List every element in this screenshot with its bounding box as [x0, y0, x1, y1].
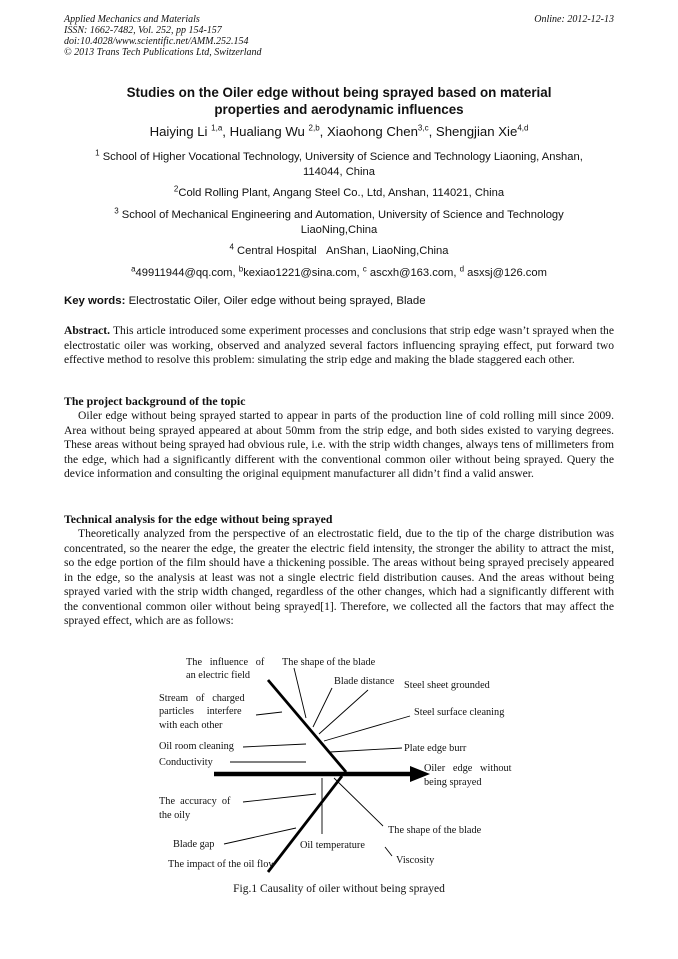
section-heading-analysis: Technical analysis for the edge without being sprayed: [64, 512, 333, 526]
email-list: $^a$49911944@qq.com, $^b$kexiao1221@sina.com, $^c$ ascxh@163.com, $^d$ asxsj@126.com: [131, 264, 547, 279]
label-steel-cleaning: Steel surface cleaning: [414, 707, 505, 718]
section-body-background: Oiler edge without being sprayed started to appear in parts of the production line of cold rolling mill since 2009. Area without being sprayed appeared at about 50mm from the strip edge, and both sides existed to varying degrees. These areas without being sprayed had obvious rule, i.e. with the strip width changes, always tens of millimeters from the edge, which had a significantly different with the conventional common oiler without being sprayed. Query the device information and consulting the original equipment manufacturer all didn’t find a valid answer.: [64, 409, 614, 480]
branch-line: [313, 688, 332, 727]
author-name: Hualiang Wu: [229, 124, 305, 139]
label-blade-shape-top: The shape of the blade: [282, 657, 376, 668]
label-accuracy-2: the oily: [159, 810, 191, 821]
online-date: Online: 2012-12-13: [534, 14, 614, 25]
label-blade-gap: Blade gap: [173, 839, 215, 850]
abstract: Abstract. This article introduced some experiment processes and conclusions that strip edge wasn’t sprayed when the electrostatic oiler was working, observed and analyzed several factors influencing spraying effect, put forward two effective method to resolve this problem: simulating the strip edge and making the blade staggered each other.: [64, 324, 614, 366]
affiliation-4: $^4$ Central Hospital AnShan, LiaoNing,China: [229, 242, 449, 257]
label-plate-burr: Plate edge burr: [404, 743, 467, 754]
email-link[interactable]: kexiao1221@sina.com,: [243, 267, 363, 279]
keywords: Key words: Electrostatic Oiler, Oiler edge without being sprayed, Blade: [64, 295, 426, 307]
email-link[interactable]: asxsj@126.com: [464, 267, 547, 279]
email-link[interactable]: 49911944@qq.com,: [135, 267, 239, 279]
label-stream-1: Stream of charged: [159, 693, 245, 704]
main-bone-upper: [268, 680, 346, 772]
main-bone-lower: [268, 776, 342, 872]
figure-caption: Fig.1 Causality of oiler without being sprayed: [233, 883, 445, 895]
journal-doi: doi:10.4028/www.scientific.net/AMM.252.154: [64, 36, 249, 47]
author-list: Haiying Li $^{1,a}$, Hualiang Wu $^{2,b}$, Xiaohong Chen$^{3,c}$, Shengjian Xie$^{4,d}$: [149, 123, 529, 139]
label-viscosity: Viscosity: [396, 855, 435, 866]
branch-line: [294, 668, 306, 718]
label-effect-1: Oiler edge without: [424, 763, 512, 774]
journal-copyright: © 2013 Trans Tech Publications Ltd, Switzerland: [64, 47, 262, 58]
label-oil-room: Oil room cleaning: [159, 741, 234, 752]
affiliation-1: $^1$ School of Higher Vocational Technology, University of Science and Technology Liaoning, Anshan, 114044, China: [95, 148, 583, 178]
label-blade-shape-bottom: The shape of the blade: [388, 825, 482, 836]
journal-issn: ISSN: 1662-7482, Vol. 252, pp 154-157: [64, 25, 222, 36]
label-conductivity: Conductivity: [159, 757, 213, 768]
branch-line: [334, 778, 383, 826]
label-blade-distance: Blade distance: [334, 676, 395, 687]
label-stream-3: with each other: [159, 720, 223, 731]
label-accuracy-1: The accuracy of: [159, 796, 231, 807]
branch-line: [224, 828, 296, 844]
branch-line: [243, 744, 306, 747]
branch-line: [319, 690, 368, 734]
affiliation-3: $^3$ School of Mechanical Engineering and Automation, University of Science and Technology LiaoNing,China: [114, 206, 564, 236]
section-body-analysis: Theoretically analyzed from the perspective of an electrostatic field, due to the tip of the charge distribution was concentrated, so the nearer the edge, the greater the electric field intensity, the stronger the ability to attract the mist, so the edge portion of the film should have a thickening possible. The areas without being sprayed precisely appeared in the edge, so the analysis at least was not a single electric field distribution causes. And the areas without being sprayed varied with the strip width changed, regardless of the other changes, which had a significantly different with the conventional common oiler without being sprayed[1]. Therefore, we collected all the factors that may affect the sprayed effect, which are as follows:: [64, 527, 614, 627]
label-electric-field-influence: The influence of: [186, 657, 265, 668]
branch-line: [243, 794, 316, 802]
label-steel-grounded: Steel sheet grounded: [404, 680, 490, 691]
section-heading-background: The project background of the topic: [64, 394, 246, 408]
paper-title: Studies on the Oiler edge without being sprayed based on material properties and aerodynamic influences: [126, 85, 552, 117]
journal-name: Applied Mechanics and Materials: [64, 14, 200, 25]
author-name: Shengjian Xie: [435, 124, 518, 139]
author-name: Xiaohong Chen: [327, 124, 418, 139]
email-link[interactable]: ascxh@163.com,: [366, 267, 460, 279]
branch-line: [324, 716, 410, 741]
label-electric-field-influence-2: an electric field: [186, 670, 251, 681]
branch-line: [385, 847, 392, 856]
label-oil-flow: The impact of the oil flow: [168, 859, 276, 870]
author-name: Haiying Li: [149, 124, 208, 139]
affiliation-2: $^2$Cold Rolling Plant, Angang Steel Co., Ltd, Anshan, 114021, China: [173, 184, 505, 199]
label-stream-2: particles interfere: [159, 706, 242, 717]
branch-line: [330, 748, 402, 752]
branch-line: [256, 712, 282, 715]
label-oil-temperature: Oil temperature: [300, 840, 365, 851]
label-effect-2: being sprayed: [424, 777, 482, 788]
